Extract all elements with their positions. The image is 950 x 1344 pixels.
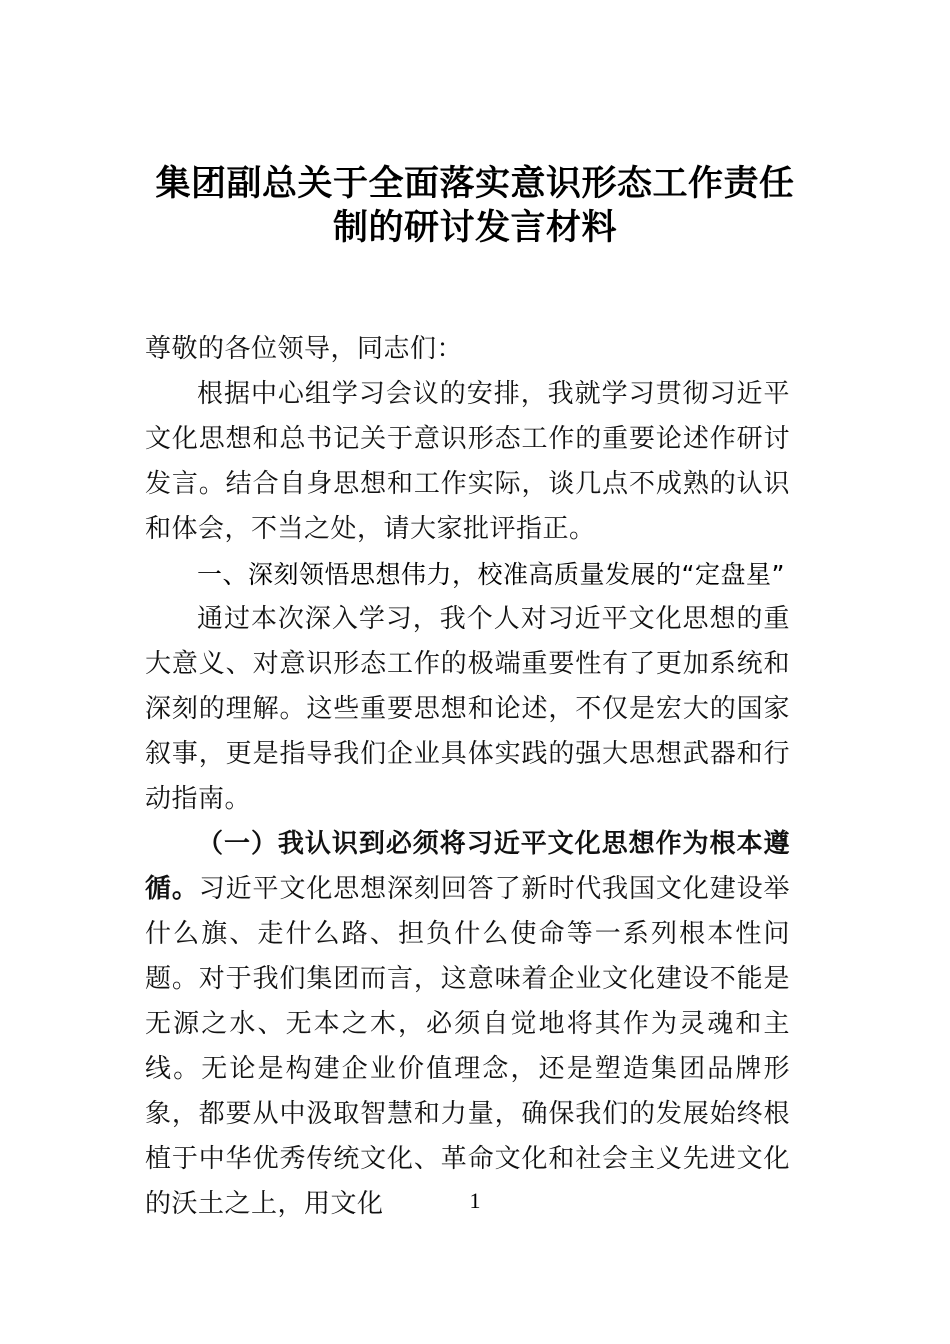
subsection-1-body: 习近平文化思想深刻回答了新时代我国文化建设举什么旗、走什么路、担负什么使命等一系列根本性问题。对于我们集团而言，这意味着企业文化建设不能是无源之水、无本之木，必须自觉地将其作为灵魂和主线。无论是构建企业价值理念，还是塑造集团品牌形象，都要从中汲取智慧和力量，确保我们的发展始终根植于中华优秀传统文化、革命文化和社会主义先进文化的沃土之上，用文化 xyxy=(145,874,790,1219)
section-1-paragraph: 通过本次深入学习，我个人对习近平文化思想的重大意义、对意识形态工作的极端重要性有了更加系统和深刻的理解。这些重要思想和论述，不仅是宏大的国家叙事，更是指导我们企业具体实践的强大思想武器和行动指南。 xyxy=(145,604,790,814)
document-title-line-1: 集团副总关于全面落实意识形态工作责任 xyxy=(155,164,795,204)
subsection-1-paragraph xyxy=(145,822,790,1227)
document-body xyxy=(145,327,790,1227)
subsection-1-heading: （一）我认识到必须将习近平文化思想作为根本遵循。 xyxy=(145,829,790,904)
section-1-heading: 一、深刻领悟思想伟力，校准高质量发展的“定盘星” xyxy=(197,560,785,589)
salutation: 尊敬的各位领导，同志们： xyxy=(145,334,464,364)
page-number: 1 xyxy=(469,1188,481,1213)
document-title-line-2: 制的研讨发言材料 xyxy=(332,208,617,248)
intro-paragraph: 根据中心组学习会议的安排，我就学习贯彻习近平文化思想和总书记关于意识形态工作的重要论述作研讨发言。结合自身思想和工作实际，谈几点不成熟的认识和体会，不当之处，请大家批评指正。 xyxy=(145,379,790,544)
